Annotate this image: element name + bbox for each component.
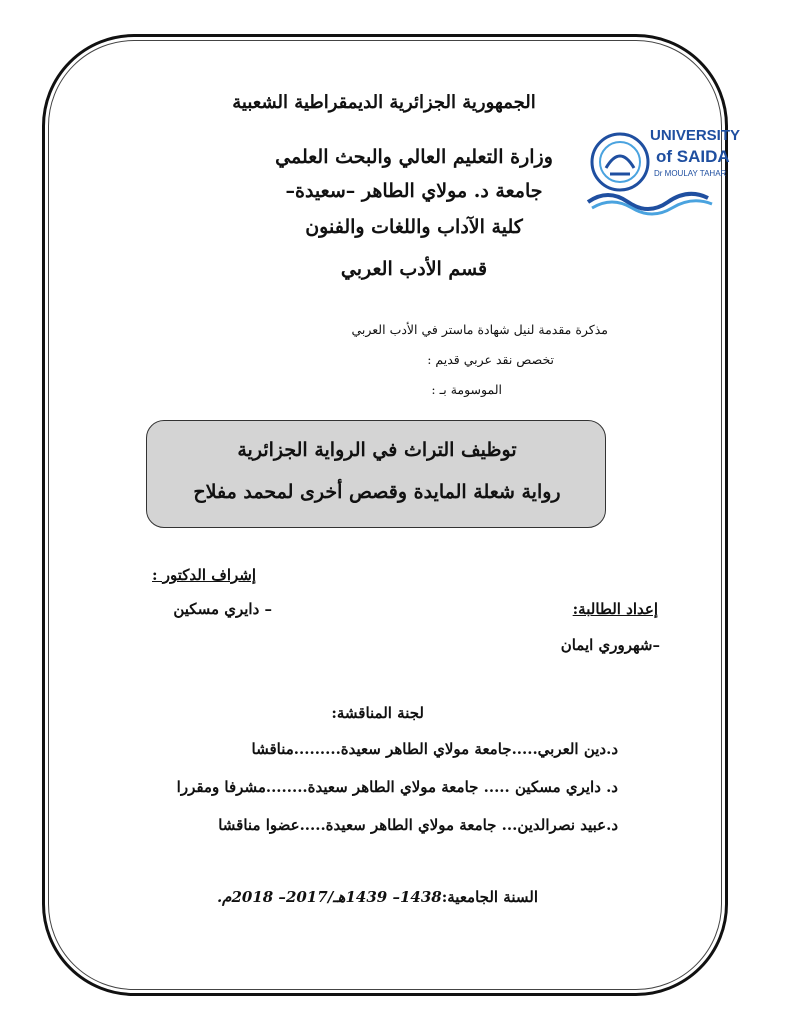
university-logo: [588, 118, 741, 210]
academic-year: [217, 888, 538, 906]
logo-line2: of SAIDA: [656, 147, 730, 166]
academic-year-label: السنة الجامعية:: [441, 888, 538, 906]
supervisor-name: – دايري مسكين: [173, 600, 272, 618]
logo-line1: UNIVERSITY: [650, 127, 741, 144]
academic-year-value: 1438– 1439هـ/2017– 2018م.: [216, 888, 442, 906]
department-heading: قسم الأدب العربي: [340, 258, 488, 280]
university-emblem-icon: [588, 118, 741, 210]
university-heading: جامعة د. مولاي الطاهر –سعيدة–: [285, 180, 543, 202]
thesis-subtitle: رواية شعلة المايدة وقصص أخرى لمحمد مفلاح: [193, 481, 561, 503]
committee-member: د. دايري مسكين ..... جامعة مولاي الطاهر سعيدة........مشرفا ومقررا: [176, 778, 618, 796]
republic-heading: الجمهورية الجزائرية الديمقراطية الشعبية: [232, 92, 536, 113]
ministry-heading: وزارة التعليم العالي والبحث العلمي: [275, 146, 553, 168]
committee-member: د.عبيد نصرالدين... جامعة مولاي الطاهر سعيدة.....عضوا مناقشا: [218, 816, 618, 834]
supervisor-label: إشراف الدكتور :: [152, 566, 256, 584]
faculty-heading: كلية الآداب واللغات والفنون: [305, 216, 523, 238]
student-label: إعداد الطالبة:: [572, 600, 658, 618]
student-name: –شهروري ايمان: [560, 636, 660, 654]
titled-line: الموسومة بـ :: [431, 382, 502, 397]
committee-label: لجنة المناقشة:: [331, 704, 424, 722]
thesis-title-box: [146, 420, 606, 528]
thesis-title: توظيف التراث في الرواية الجزائرية: [237, 439, 517, 461]
committee-member: د.دين العربي.....جامعة مولاي الطاهر سعيدة.........مناقشا: [251, 740, 618, 758]
specialty-line: تخصص نقد عربي قديم :: [427, 352, 554, 367]
memo-line: مذكرة مقدمة لنيل شهادة ماستر في الأدب العربي: [351, 322, 608, 337]
logo-line3: Dr MOULAY TAHAR: [654, 169, 727, 178]
